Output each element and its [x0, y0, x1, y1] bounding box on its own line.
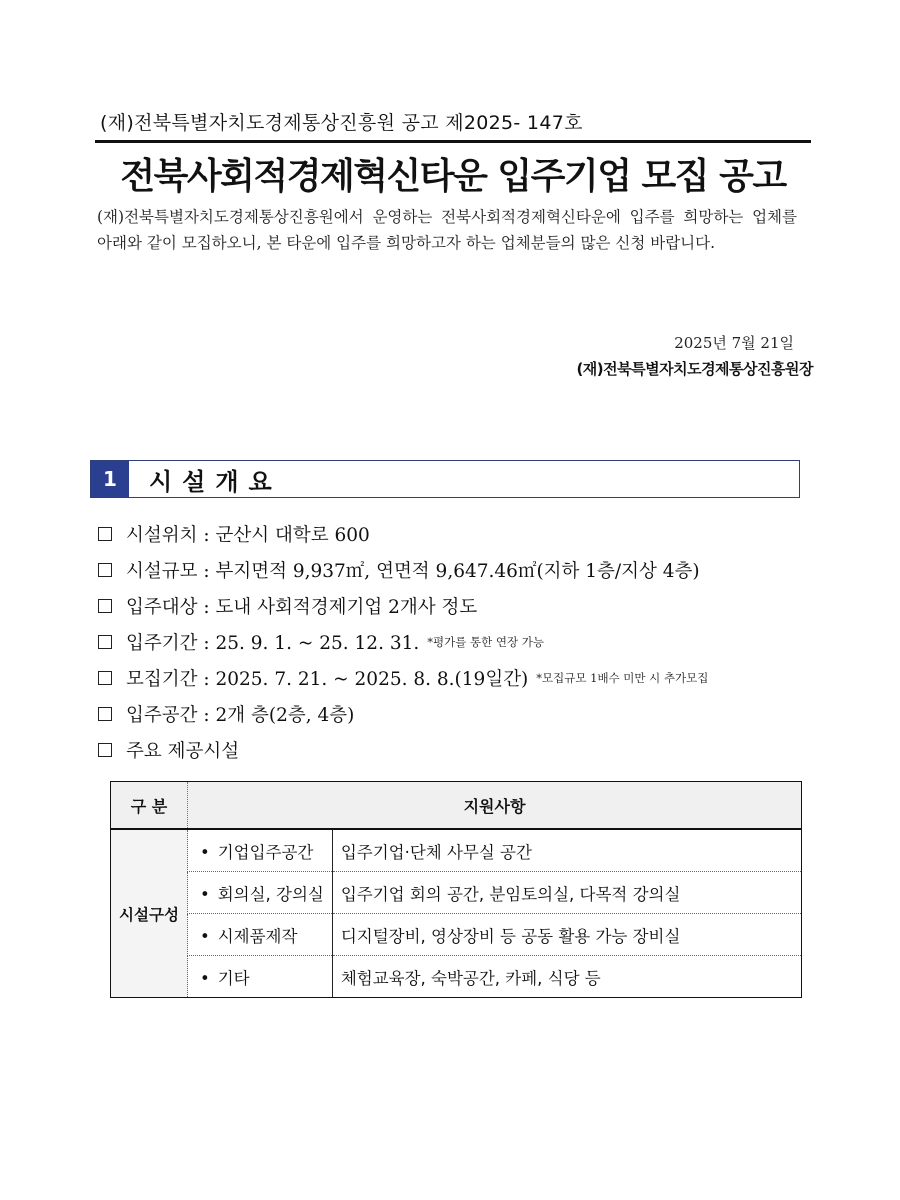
table-row [111, 956, 802, 998]
list-item [98, 624, 818, 660]
table-row [111, 872, 802, 914]
description-cell: 입주기업·단체 사무실 공간 [332, 829, 801, 872]
list-item [98, 588, 818, 624]
header-category: 구 분 [111, 782, 188, 830]
checkbox-square-icon [98, 599, 112, 613]
title-divider [95, 140, 811, 143]
bullet-icon: • [200, 926, 210, 946]
facility-overview-list [98, 516, 818, 768]
facility-support-table [110, 781, 802, 998]
list-item [98, 552, 818, 588]
list-item-text: 모집기간 : 2025. 7. 21. ~ 2025. 8. 8.(19일간) [126, 669, 529, 690]
subcategory-cell [188, 914, 333, 956]
list-item-note: *평가를 통한 연장 가능 [427, 635, 544, 649]
checkbox-square-icon [98, 527, 112, 541]
notice-number: (재)전북특별자치도경제통상진흥원 공고 제2025- 147호 [100, 112, 583, 134]
checkbox-square-icon [98, 707, 112, 721]
description-cell: 체험교육장, 숙박공간, 카페, 식당 등 [332, 956, 801, 998]
subcategory-label: 기타 [217, 968, 250, 988]
list-item-text: 입주공간 : 2개 층(2층, 4층) [126, 705, 355, 726]
table-row [111, 914, 802, 956]
list-item-text: 시설위치 : 군산시 대학로 600 [126, 525, 370, 546]
subcategory-label: 회의실, 강의실 [217, 884, 324, 904]
checkbox-square-icon [98, 743, 112, 757]
subcategory-cell [188, 829, 333, 872]
header-support: 지원사항 [188, 782, 802, 830]
description-cell: 디지털장비, 영상장비 등 공동 활용 가능 장비실 [332, 914, 801, 956]
notice-date: 2025년 7월 21일 [674, 334, 794, 352]
bullet-icon: • [200, 884, 210, 904]
checkbox-square-icon [98, 563, 112, 577]
checkbox-square-icon [98, 635, 112, 649]
subcategory-cell [188, 872, 333, 914]
intro-paragraph: (재)전북특별자치도경제통상진흥원에서 운영하는 전북사회적경제혁신타운에 입주를 희망하는 업체를 아래와 같이 모집하오니, 본 타운에 입주를 희망하고자 하는 업체분들의 많은 신청 바랍니다. [97, 208, 797, 252]
list-item-text: 입주기간 : 25. 9. 1. ~ 25. 12. 31. [126, 633, 420, 654]
subcategory-label: 기업입주공간 [217, 842, 314, 862]
issuer-name: (재)전북특별자치도경제통상진흥원장 [576, 360, 813, 378]
bullet-icon: • [200, 842, 210, 862]
list-item [98, 516, 818, 552]
subcategory-cell [188, 956, 333, 998]
page-title: 전북사회적경제혁신타운 입주기업 모집 공고 [120, 156, 786, 197]
subcategory-label: 시제품제작 [217, 926, 298, 946]
table-header-row [111, 782, 802, 830]
list-item-text: 시설규모 : 부지면적 9,937㎡, 연면적 9,647.46㎡(지하 1층/지상 4층) [126, 561, 700, 582]
list-item [98, 732, 818, 768]
section-title: 시설개요 [149, 467, 282, 496]
list-item [98, 696, 818, 732]
bullet-icon: • [200, 968, 210, 988]
list-item-note: *모집규모 1배수 미만 시 추가모집 [536, 671, 709, 685]
section-number: 1 [91, 461, 129, 497]
section-header [90, 460, 800, 498]
list-item-text: 주요 제공시설 [126, 741, 240, 762]
checkbox-square-icon [98, 671, 112, 685]
list-item [98, 660, 818, 696]
table-row [111, 829, 802, 872]
category-cell: 시설구성 [111, 829, 188, 998]
description-cell: 입주기업 회의 공간, 분임토의실, 다목적 강의실 [332, 872, 801, 914]
list-item-text: 입주대상 : 도내 사회적경제기업 2개사 정도 [126, 597, 478, 618]
